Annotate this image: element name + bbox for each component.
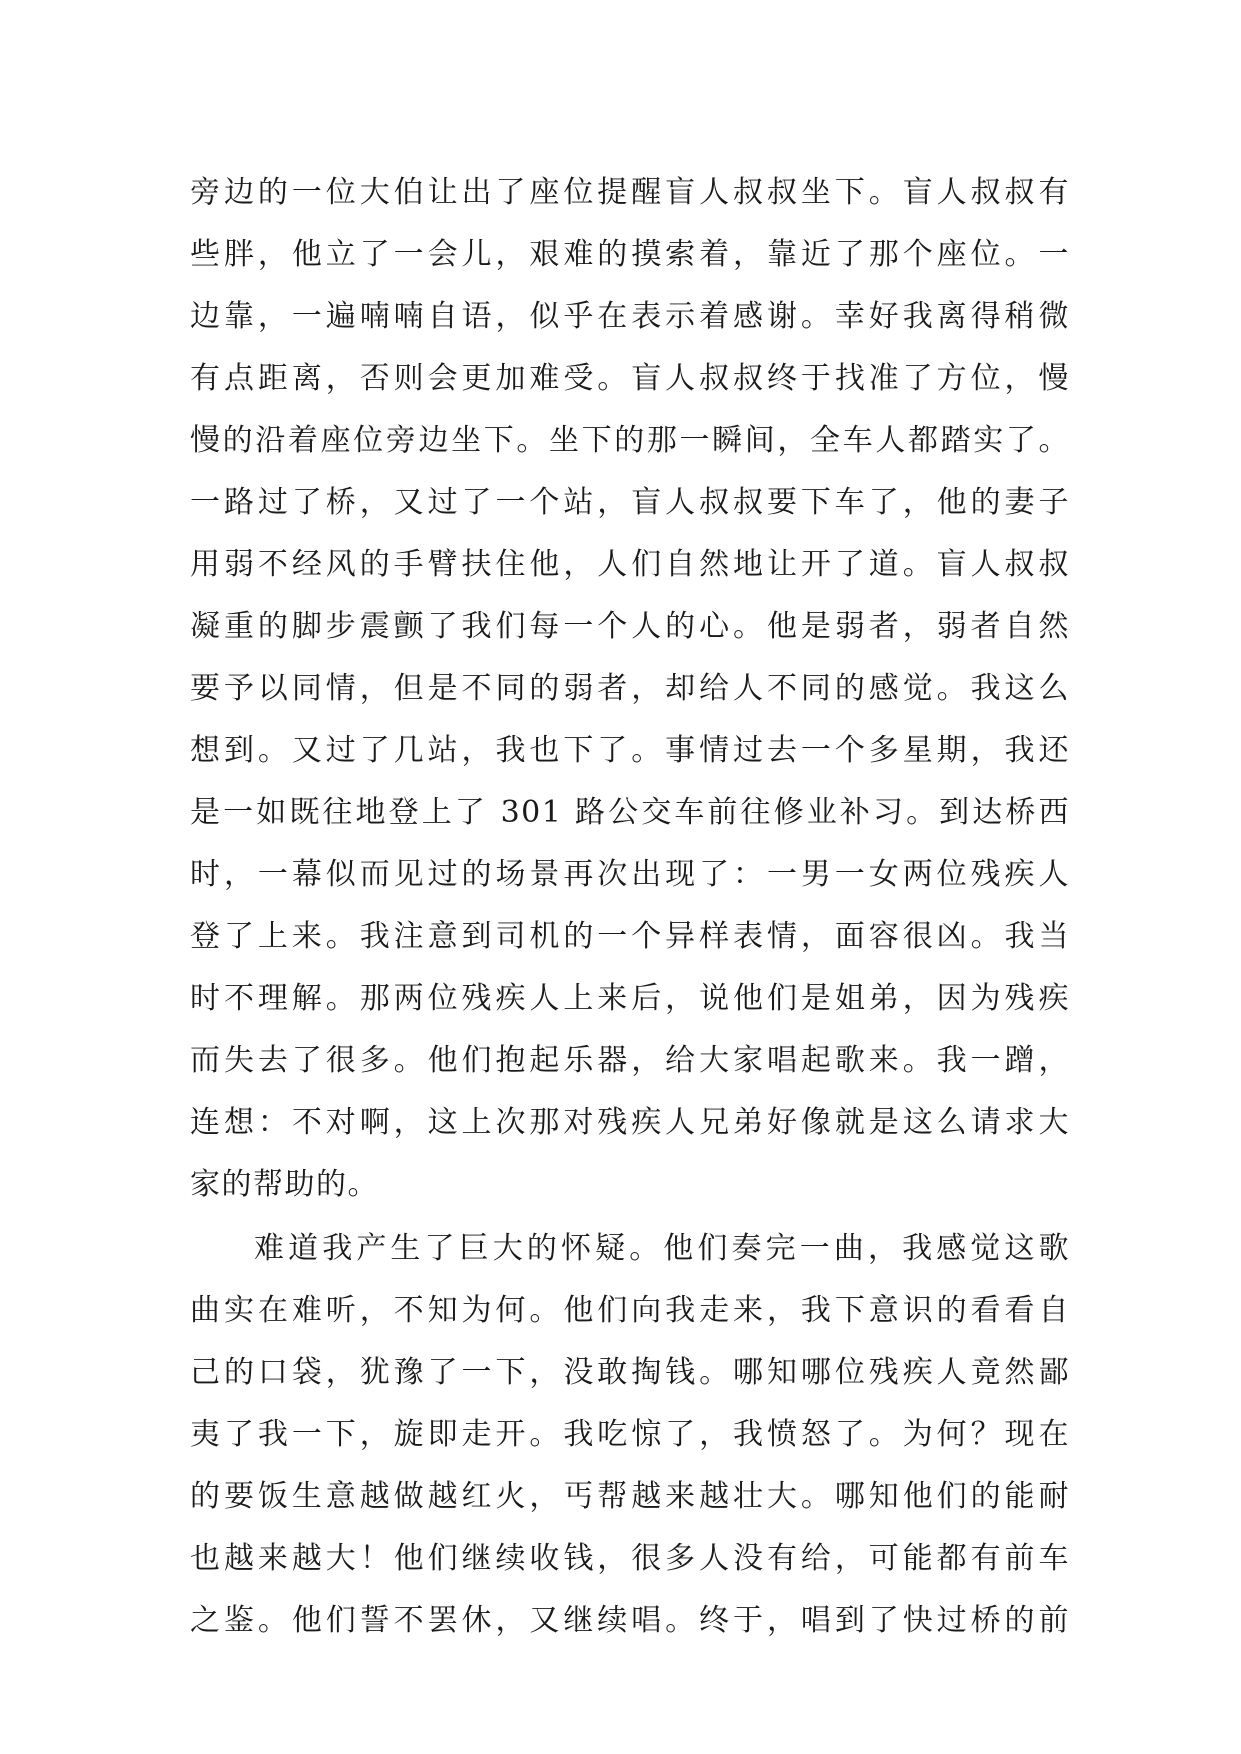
text-line: 而失去了很多。他们抱起乐器，给大家唱起歌来。我一蹭， xyxy=(190,1043,1070,1078)
text-line: 慢的沿着座位旁边坐下。坐下的那一瞬间，全车人都踏实了。 xyxy=(190,423,1070,458)
body-text xyxy=(190,162,1070,1652)
text-line: 有点距离，否则会更加难受。盲人叔叔终于找准了方位，慢 xyxy=(190,361,1070,396)
text-line: 一路过了桥，又过了一个站，盲人叔叔要下车了，他的妻子 xyxy=(190,485,1070,520)
text-line: 些胖，他立了一会儿，艰难的摸索着，靠近了那个座位。一 xyxy=(190,237,1070,272)
text-line: 的要饭生意越做越红火，丐帮越来越壮大。哪知他们的能耐 xyxy=(190,1479,1070,1514)
text-line: 家的帮助的。 xyxy=(190,1167,379,1202)
text-line: 是一如既往地登上了 301 路公交车前往修业补习。到达桥西 xyxy=(190,795,1070,830)
text-line: 要予以同情，但是不同的弱者，却给人不同的感觉。我这么 xyxy=(190,671,1070,706)
text-line: 登了上来。我注意到司机的一个异样表情，面容很凶。我当 xyxy=(190,919,1070,954)
text-line: 之鉴。他们誓不罢休，又继续唱。终于，唱到了快过桥的前 xyxy=(190,1603,1070,1638)
text-line: 夷了我一下，旋即走开。我吃惊了，我愤怒了。为何？现在 xyxy=(190,1417,1070,1452)
text-line: 时不理解。那两位残疾人上来后，说他们是姐弟，因为残疾 xyxy=(190,981,1070,1016)
text-line: 旁边的一位大伯让出了座位提醒盲人叔叔坐下。盲人叔叔有 xyxy=(190,175,1070,210)
paragraph-2 xyxy=(190,1218,1070,1652)
text-line: 想到。又过了几站，我也下了。事情过去一个多星期，我还 xyxy=(190,733,1070,768)
text-line: 也越来越大！他们继续收钱，很多人没有给，可能都有前车 xyxy=(190,1541,1070,1576)
text-line: 时，一幕似而见过的场景再次出现了：一男一女两位残疾人 xyxy=(190,857,1070,892)
text-line: 难道我产生了巨大的怀疑。他们奏完一曲，我感觉这歌 xyxy=(254,1231,1070,1266)
text-line: 用弱不经风的手臂扶住他，人们自然地让开了道。盲人叔叔 xyxy=(190,547,1070,582)
text-line: 曲实在难听，不知为何。他们向我走来，我下意识的看看自 xyxy=(190,1293,1070,1328)
text-line: 边靠，一遍喃喃自语，似乎在表示着感谢。幸好我离得稍微 xyxy=(190,299,1070,334)
text-line: 连想：不对啊，这上次那对残疾人兄弟好像就是这么请求大 xyxy=(190,1105,1070,1140)
text-line: 己的口袋，犹豫了一下，没敢掏钱。哪知哪位残疾人竟然鄙 xyxy=(190,1355,1070,1390)
text-line: 凝重的脚步震颤了我们每一个人的心。他是弱者，弱者自然 xyxy=(190,609,1070,644)
paragraph-1 xyxy=(190,162,1070,1216)
